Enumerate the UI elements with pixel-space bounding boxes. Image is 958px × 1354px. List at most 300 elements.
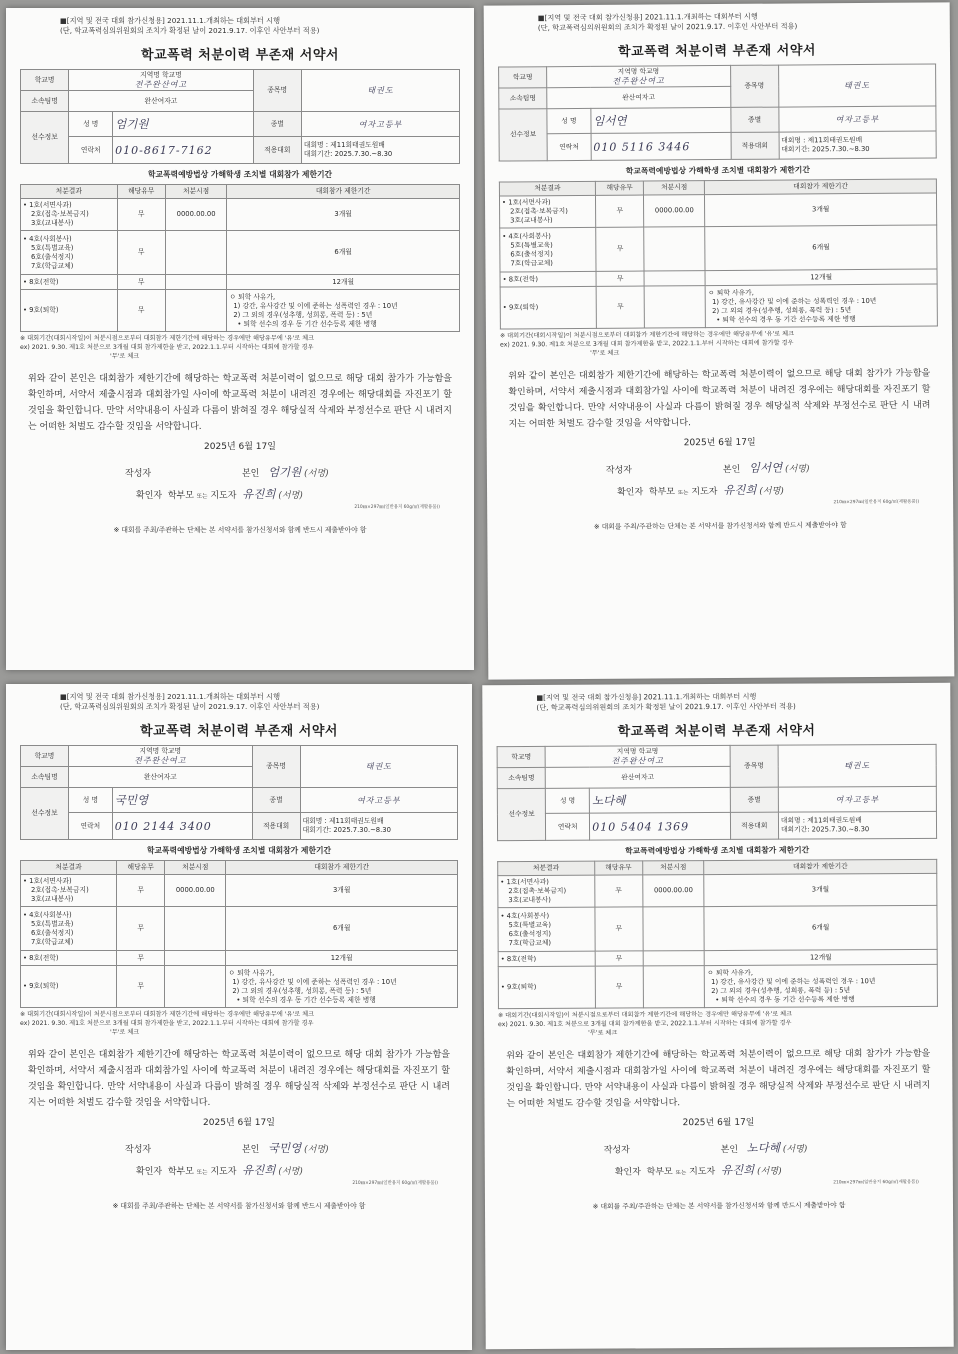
- row-2-date: [165, 907, 226, 951]
- paper-spec: 210㎜×297㎜(일반용지 60g/㎡(재활용품)): [354, 505, 440, 510]
- coach-signature: 유진희: [242, 487, 276, 501]
- school-line-1: 지역명 학교명: [616, 747, 659, 756]
- affiliation-value: 완산여자고: [545, 766, 729, 788]
- event-name: 대회명 : 제11회태권도원배: [780, 816, 862, 825]
- sport-value: 태권도: [300, 746, 457, 788]
- event-label: 적용대회: [730, 812, 778, 839]
- row-4-notes: [227, 290, 460, 332]
- item-text: 3호(교내봉사): [31, 895, 74, 903]
- writer-label: 작성자: [603, 1145, 630, 1156]
- sport-value: 태권도: [778, 744, 936, 787]
- row-4-applicable: 무: [595, 966, 644, 1008]
- pledge-date: 2025년 6월 17일: [204, 442, 276, 452]
- header-line-2: (단, 학교폭력심의위원회의 조치가 확정된 날이 2021.9.17. 이후인 사안부터 적용): [60, 702, 320, 711]
- writer-label: 작성자: [125, 469, 152, 479]
- item-text: • 4호(사회봉사): [500, 911, 550, 920]
- parent-label: 학부모: [167, 491, 194, 501]
- athlete-info-table: [20, 69, 460, 164]
- row-4-items: • 9호(퇴학): [21, 290, 118, 332]
- row-4-items: • 9호(퇴학): [21, 966, 117, 1008]
- restriction-subtitle: 학교폭력예방법상 가해학생 조치별 대회참가 제한기간: [147, 170, 333, 179]
- athlete-info-label: 선수정보: [21, 112, 69, 164]
- category-value: 여자고등부: [301, 112, 459, 137]
- col-header-date: 처분시점: [165, 185, 226, 199]
- confirmer-row: [136, 486, 303, 502]
- row-3-items: • 8호(전학): [498, 951, 595, 967]
- row-4-applicable: 무: [117, 966, 165, 1008]
- col-header-result: 처분결과: [21, 861, 117, 875]
- col-header-result: 처분결과: [499, 181, 595, 196]
- self-sign-mark: (서명): [782, 1144, 808, 1155]
- item-text: 2호(접촉·보복금지): [31, 886, 89, 894]
- row-4-notes: [705, 964, 938, 1007]
- item-text: 6호(출석정지): [508, 929, 552, 938]
- note-text: 1) 강간, 유사강간 및 이에 준하는 성폭력인 경우 : 10년: [233, 301, 398, 310]
- row-4-date: [165, 290, 226, 332]
- row-3-items: • 8호(전학): [500, 271, 596, 287]
- writer-row: [125, 1140, 329, 1156]
- row-1-limit: 3개월: [227, 199, 460, 231]
- event-label: 적용대회: [252, 813, 300, 840]
- sport-label: 종목명: [252, 746, 300, 788]
- category-label: 종별: [730, 107, 778, 132]
- self-signature: 엄기원: [267, 465, 302, 479]
- item-text: • 1호(서면사과): [501, 198, 551, 207]
- row-3-applicable: 무: [117, 951, 165, 966]
- item-text: 6호(출석정지): [510, 249, 553, 258]
- signature-block: [20, 1140, 458, 1186]
- athlete-phone: 010 2144 3400: [112, 813, 252, 840]
- event-value: [300, 813, 457, 840]
- coach-label: 지도자: [210, 1167, 237, 1177]
- school-name-label: 학교명: [499, 67, 547, 88]
- note-text: • 퇴학 선수의 경우 동 기간 선수등록 제한 병행: [236, 995, 376, 1004]
- item-text: 2호(접촉·보복금지): [510, 207, 568, 216]
- school-name-label: 학교명: [497, 746, 545, 767]
- affiliation-label: 소속팀명: [21, 91, 69, 112]
- row-4-items: • 9호(퇴학): [500, 286, 596, 329]
- paper-spec: 210㎜×297㎜(일반용지 60g/㎡(재활용품)): [833, 499, 920, 506]
- self-sign-mark: (서명): [304, 469, 329, 479]
- col-header-date: 처분시점: [644, 181, 705, 195]
- bottom-note: ※ 대회를 주최/주관하는 단체는 본 서약서를 참가신청서와 함께 반드시 제출받아야 함: [592, 1201, 846, 1211]
- item-text: 7호(학급교체): [508, 938, 552, 947]
- row-2-date: [165, 231, 226, 275]
- athlete-name: 국민영: [112, 788, 252, 813]
- category-value: 여자고등부: [779, 106, 937, 132]
- row-3-limit: 12개월: [704, 949, 937, 965]
- row-4-date: [165, 966, 226, 1008]
- school-line-2: 전주완산여고: [134, 80, 188, 89]
- athlete-phone: 010-8617-7162: [113, 137, 253, 164]
- col-header-applicable: 해당유무: [596, 181, 644, 195]
- coach-label: 지도자: [689, 1167, 716, 1178]
- sport-label: 종목명: [730, 65, 778, 107]
- row-3-date: [165, 275, 226, 290]
- writer-label: 작성자: [125, 1145, 152, 1155]
- footnote-line-1: ※ 대회기간(대회시작일)이 처분시점으로부터 대회참가 제한기간에 해당하는 경우에만 해당유무에 '유'로 체크: [499, 330, 795, 340]
- category-value: 여자고등부: [778, 786, 936, 812]
- row-2-applicable: 무: [596, 227, 644, 271]
- athlete-info-table: [497, 744, 937, 841]
- row-2-applicable: 무: [117, 907, 165, 951]
- writer-row: [604, 1140, 808, 1157]
- pledge-body: 위와 같이 본인은 대회참가 제한기간에 해당하는 학교폭력 처분이력이 없으므로 해당 대회 참가가 가능함을 확인하며, 서약서 제출시점과 대회참가일 사이에 학교폭력 처분이 내려진 경우에는 해당대회를 자진포기 할 것임을 확인합니다. 만약 서약내용이 사실과 다름이 밝혀질 경우 해당실적 삭제와 부정선수로 판단 시 내려지는 어떠한 처벌도 감수할 것임을 서약합니다.: [506, 1048, 931, 1110]
- header-line-1: ■[지역 및 전국 대회 참가신청용] 2021.11.1.개최하는 대회부터 시행: [537, 11, 758, 23]
- disposition-table: [20, 860, 458, 1008]
- row-1-items: [21, 199, 118, 231]
- or-label: 또는: [196, 1170, 208, 1176]
- item-text: • 1호(서면사과): [500, 877, 549, 887]
- row-1-date: 0000.00.00: [644, 195, 705, 227]
- event-value: [301, 137, 459, 164]
- pledge-body: 위와 같이 본인은 대회참가 제한기간에 해당하는 학교폭력 처분이력이 없으므로 해당 대회 참가가 가능함을 확인하며, 서약서 제출시점과 대회참가일 사이에 학교폭력 처분이 내려진 경우에는 해당대회를 자진포기 할 것임을 확인합니다. 만약 서약내용이 사실과 다름이 밝혀질 경우 해당실적 삭제와 부정선수로 판단 시 내려지는 어떠한 처벌도 감수할 것임을 서약합니다.: [28, 1050, 450, 1108]
- school-name-value: [547, 65, 731, 87]
- school-line-2: 전주완산여고: [611, 756, 664, 766]
- event-name: 대회명 : 제11회태권도원배: [303, 141, 385, 149]
- school-line-2: 전주완산여고: [134, 756, 187, 765]
- note-text: 1) 강간, 유사강간 및 이에 준하는 성폭력인 경우 : 10년: [712, 296, 877, 306]
- athlete-info-table: [498, 63, 937, 161]
- row-2-applicable: 무: [117, 231, 165, 275]
- self-label: 본인: [722, 464, 741, 475]
- confirmer-row: [615, 1162, 782, 1179]
- coach-label: 지도자: [210, 491, 237, 501]
- self-label: 본인: [241, 469, 260, 479]
- row-1-limit: 3개월: [705, 193, 937, 227]
- item-text: 6호(출석정지): [31, 252, 74, 261]
- footnote: [500, 328, 938, 358]
- row-3-applicable: 무: [596, 271, 644, 286]
- footnote-line-2: ex) 2021. 9.30. 제1호 처분으로 3개월 대회 참가제한을 받고, 2022.1.1.부터 시작하는 대회에 참가할 경우: [498, 1019, 792, 1029]
- school-line-1: 지역명 학교명: [140, 71, 182, 79]
- row-1-limit: 3개월: [704, 873, 937, 906]
- athlete-phone: 010 5404 1369: [590, 812, 731, 840]
- contact-label: 연락처: [547, 133, 591, 160]
- confirmer-row: [617, 482, 784, 499]
- pledge-date: 2025년 6월 17일: [203, 1118, 275, 1128]
- self-sign-mark: (서명): [785, 464, 810, 475]
- confirmer-label: 확인자: [136, 491, 163, 501]
- name-label: 성 명: [69, 788, 113, 813]
- header-line-2: (단, 학교폭력심의위원회의 조치가 확정된 날이 2021.9.17. 이후인 사안부터 적용): [537, 21, 798, 33]
- affiliation-label: 소속팀명: [21, 767, 69, 788]
- contact-label: 연락처: [546, 813, 590, 840]
- footnote-line-2: ex) 2021. 9.30. 제1호 처분으로 3개월 대회 참가제한을 받고, 2022.1.1.부터 시작하는 대회에 참가할 경우: [20, 344, 314, 351]
- document-title: 학교폭력 처분이력 부존재 서약서: [141, 48, 339, 63]
- bottom-note: ※ 대회를 주최/주관하는 단체는 본 서약서를 참가신청서와 함께 반드시 제출받아야 함: [113, 526, 367, 534]
- parent-label: 학부모: [167, 1167, 194, 1177]
- confirmer-row: [136, 1162, 303, 1178]
- event-period: 대회기간: 2025.7.30.~8.30: [780, 825, 870, 834]
- row-3-applicable: 무: [117, 275, 165, 290]
- coach-signature: 유진희: [720, 1162, 755, 1177]
- or-label: 또는: [677, 490, 689, 497]
- header-line-2: (단, 학교폭력심의위원회의 조치가 확정된 날이 2021.9.17. 이후인 사안부터 적용): [60, 26, 320, 35]
- sport-label: 종목명: [730, 745, 779, 787]
- row-3-date: [165, 951, 226, 966]
- athlete-phone: 010 5116 3446: [591, 132, 731, 160]
- disposition-table: [497, 859, 938, 1009]
- footnote-line-1: ※ 대회기간(대회시작일)이 처분시점으로부터 대회참가 제한기간에 해당하는 경우에만 해당유무에 '유'로 체크: [497, 1010, 793, 1020]
- row-1-applicable: 무: [594, 875, 642, 907]
- row-4-notes: [705, 284, 937, 328]
- paper-spec: 210㎜×297㎜(일반용지 60g/㎡(재활용품)): [352, 1181, 438, 1186]
- athlete-name: 임서연: [591, 107, 731, 133]
- bottom-note: ※ 대회를 주최/주관하는 단체는 본 서약서를 참가신청서와 함께 반드시 제출받아야 함: [112, 1202, 366, 1210]
- row-4-items: • 9호(퇴학): [498, 966, 595, 1009]
- row-2-items: [21, 907, 117, 951]
- affiliation-value: 완산여자고: [69, 767, 253, 788]
- item-text: • 4호(사회봉사): [502, 231, 551, 241]
- note-text: 1) 강간, 유사강간 및 이에 준하는 성폭력인 경우 : 10년: [711, 976, 876, 986]
- row-1-items: [21, 875, 117, 907]
- row-1-date: 0000.00.00: [165, 199, 226, 231]
- event-label: 적용대회: [731, 132, 779, 159]
- pledge-date: 2025년 6월 17일: [683, 437, 756, 449]
- header-line-1: ■[지역 및 전국 대회 참가신청용] 2021.11.1.개최하는 대회부터 시행: [536, 691, 757, 702]
- col-header-result: 처분결과: [21, 185, 118, 199]
- row-2-date: [644, 227, 705, 271]
- col-header-result: 처분결과: [498, 861, 595, 876]
- athlete-info-label: 선수정보: [21, 788, 69, 840]
- sport-label: 종목명: [253, 70, 301, 112]
- row-1-applicable: 무: [596, 195, 644, 227]
- pledge-body: 위와 같이 본인은 대회참가 제한기간에 해당하는 학교폭력 처분이력이 없으므로 해당 대회 참가가 가능함을 확인하며, 서약서 제출시점과 대회참가일 사이에 학교폭력 처분이 내려진 경우에는 해당대회를 자진포기 할 것임을 확인합니다. 만약 서약내용이 사실과 다름이 밝혀질 경우 해당실적 삭제와 부정선수로 판단 시 내려지는 어떠한 처벌도 감수할 것임을 서약합니다.: [28, 374, 452, 432]
- category-value: 여자고등부: [300, 788, 457, 813]
- affiliation-value: 완산여자고: [547, 86, 731, 108]
- writer-row: [125, 464, 329, 480]
- row-2-limit: 6개월: [227, 231, 460, 275]
- athlete-info-label: 선수정보: [499, 109, 547, 161]
- row-4-notes: [226, 966, 458, 1008]
- note-text: • 퇴학 선수의 경우 동 기간 선수등록 제한 병행: [716, 314, 856, 324]
- footnote-line-1: ※ 대회기간(대회시작일)이 처분시점으로부터 대회참가 제한기간에 해당하는 경우에만 해당유무에 '유'로 체크: [20, 335, 315, 342]
- row-3-date: [644, 271, 705, 286]
- category-label: 종별: [253, 112, 301, 137]
- bottom-note: ※ 대회를 주최/주관하는 단체는 본 서약서를 참가신청서와 함께 반드시 제출받아야 함: [593, 521, 847, 531]
- signature-block: [20, 464, 460, 510]
- school-line-1: 지역명 학교명: [139, 747, 182, 755]
- note-text: 2) 그 외의 경우(성추행, 성희롱, 폭력 등) : 5년: [233, 310, 373, 319]
- footnote-line-2: ex) 2021. 9.30. 제1호 처분으로 3개월 대회 참가제한을 받고, 2022.1.1.부터 시작하는 대회에 참가할 경우: [20, 1020, 314, 1027]
- athlete-name: 노다혜: [589, 787, 730, 813]
- item-text: 5호(특별교육): [508, 920, 552, 929]
- footnote: [498, 1009, 938, 1038]
- event-name: 대회명 : 제11회태권도원배: [302, 817, 384, 825]
- row-1-date: 0000.00.00: [165, 875, 226, 907]
- sport-value: 태권도: [301, 70, 459, 112]
- category-label: 종별: [252, 788, 300, 813]
- writer-row: [606, 459, 810, 476]
- col-header-applicable: 해당유무: [594, 861, 642, 875]
- coach-sign-mark: (서명): [759, 486, 784, 497]
- document-title: 학교폭력 처분이력 부존재 서약서: [617, 43, 816, 60]
- school-name-value: [545, 745, 729, 767]
- row-2-items: [21, 231, 118, 275]
- col-header-limit: 대회참가 제한기간: [226, 861, 458, 875]
- contact-label: 연락처: [69, 813, 113, 840]
- row-3-limit: 12개월: [227, 275, 460, 290]
- self-sign-mark: (서명): [304, 1145, 329, 1155]
- row-1-items: [499, 195, 595, 228]
- row-2-date: [643, 907, 705, 951]
- row-2-limit: 6개월: [705, 225, 937, 271]
- row-1-applicable: 무: [117, 199, 165, 231]
- paper-spec: 210㎜×297㎜(일반용지 60g/㎡(재활용품)): [833, 1179, 919, 1186]
- row-2-items: [500, 227, 596, 272]
- or-label: 또는: [196, 494, 208, 500]
- pledge-sheet-3: [6, 684, 472, 1350]
- self-signature: 노다혜: [746, 1140, 781, 1155]
- athlete-name: 엄기원: [113, 112, 253, 137]
- school-line-1: 지역명 학교명: [617, 67, 660, 76]
- header-line-1: ■[지역 및 전국 대회 참가신청용] 2021.11.1.개최하는 대회부터 시행: [60, 692, 281, 701]
- footnote-line-3: '무'로 체크: [588, 1029, 618, 1037]
- row-1-applicable: 무: [117, 875, 165, 907]
- row-4-applicable: 무: [117, 290, 165, 332]
- col-header-date: 처분시점: [165, 861, 226, 875]
- item-text: • 1호(서면사과): [23, 201, 72, 209]
- name-label: 성 명: [547, 108, 591, 133]
- header-line-1: ■[지역 및 전국 대회 참가신청용] 2021.11.1.개최하는 대회부터 시행: [60, 16, 281, 25]
- footnote-line-1: ※ 대회기간(대회시작일)이 처분시점으로부터 대회참가 제한기간에 해당하는 경우에만 해당유무에 '유'로 체크: [20, 1011, 315, 1018]
- event-period: 대회기간: 2025.7.30.~8.30: [781, 144, 870, 154]
- confirmer-label: 확인자: [136, 1167, 163, 1177]
- contact-label: 연락처: [69, 137, 113, 164]
- col-header-limit: 대회참가 제한기간: [227, 185, 460, 199]
- item-text: 3호(교내봉사): [508, 895, 551, 905]
- note-text: • 퇴학 선수의 경우 동 기간 선수등록 제한 병행: [237, 319, 377, 328]
- note-text: ㅇ 퇴학 사유가,: [707, 288, 754, 297]
- pledge-sheet-1: [6, 8, 474, 670]
- event-period: 대회기간: 2025.7.30.~8.30: [302, 826, 391, 834]
- parent-label: 학부모: [646, 1167, 673, 1178]
- item-text: 5호(특별교육): [31, 243, 74, 252]
- disposition-table: [499, 178, 938, 329]
- school-name-label: 학교명: [21, 70, 69, 91]
- restriction-subtitle: 학교폭력예방법상 가해학생 조치별 대회참가 제한기간: [146, 846, 332, 855]
- row-3-items: • 8호(전학): [21, 275, 118, 290]
- col-header-limit: 대회참가 제한기간: [705, 179, 937, 195]
- coach-sign-mark: (서명): [757, 1166, 782, 1177]
- coach-sign-mark: (서명): [278, 491, 303, 501]
- category-label: 종별: [730, 787, 778, 812]
- note-text: 2) 그 외의 경우(성추행, 성희롱, 폭력 등) : 5년: [711, 985, 851, 995]
- event-period: 대회기간: 2025.7.30.~8.30: [303, 150, 393, 158]
- self-label: 본인: [241, 1145, 260, 1155]
- item-text: 6호(출석정지): [31, 928, 74, 937]
- footnote-line-2: ex) 2021. 9.30. 제1호 처분으로 3개월 대회 참가제한을 받고, 2022.1.1.부터 시작하는 대회에 참가할 경우: [499, 339, 794, 349]
- col-header-applicable: 해당유무: [117, 185, 165, 199]
- note-text: ㅇ 퇴학 사유가,: [707, 968, 753, 977]
- row-1-limit: 3개월: [226, 875, 458, 907]
- pledge-body: 위와 같이 본인은 대회참가 제한기간에 해당하는 학교폭력 처분이력이 없으므로 해당 대회 참가가 가능함을 확인하며, 서약서 제출시점과 대회참가일 사이에 학교폭력 처분이 내려진 경우에는 해당대회를 자진포기 할 것임을 확인합니다. 만약 서약내용이 사실과 다름이 밝혀질 경우 해당실적 삭제와 부정선수로 판단 시 내려지는 어떠한 처벌도 감수할 것임을 서약합니다.: [508, 368, 931, 430]
- restriction-subtitle: 학교폭력예방법상 가해학생 조치별 대회참가 제한기간: [625, 165, 810, 176]
- row-3-limit: 12개월: [226, 951, 458, 966]
- name-label: 성 명: [69, 112, 113, 137]
- item-text: • 1호(서면사과): [23, 877, 72, 885]
- note-text: ㅇ 퇴학 사유가,: [229, 292, 276, 301]
- item-text: 7호(학급교체): [31, 261, 74, 270]
- footnote-line-3: '무'로 체크: [110, 353, 140, 360]
- event-name: 대회명 : 제11회태권도원배: [781, 135, 863, 145]
- footnote-line-3: '무'로 체크: [110, 1029, 140, 1036]
- row-2-limit: 6개월: [704, 905, 937, 950]
- col-header-limit: 대회참가 제한기간: [704, 859, 937, 874]
- row-2-applicable: 무: [595, 907, 644, 951]
- item-text: 3호(교내봉사): [31, 219, 74, 227]
- sport-value: 태권도: [778, 64, 936, 107]
- col-header-applicable: 해당유무: [117, 861, 165, 875]
- footnote: [20, 1010, 458, 1037]
- note-text: 2) 그 외의 경우(성추행, 성희롱, 폭력 등) : 5년: [232, 986, 372, 995]
- item-text: 5호(특별교육): [31, 919, 74, 928]
- footnote: [20, 334, 460, 361]
- row-3-items: • 8호(전학): [21, 951, 117, 966]
- confirmer-label: 확인자: [617, 487, 644, 498]
- row-3-date: [643, 951, 705, 966]
- athlete-info-label: 선수정보: [497, 788, 546, 840]
- row-2-items: [498, 907, 595, 952]
- restriction-subtitle: 학교폭력예방법상 가해학생 조치별 대회참가 제한기간: [625, 845, 810, 856]
- item-text: 3호(교내봉사): [510, 216, 553, 225]
- affiliation-value: 완산여자고: [69, 91, 253, 112]
- coach-sign-mark: (서명): [278, 1167, 303, 1177]
- item-text: 7호(학급교체): [510, 258, 553, 267]
- header-line-2: (단, 학교폭력심의위원회의 조치가 확정된 날이 2021.9.17. 이후인 사안부터 적용): [536, 701, 796, 712]
- parent-label: 학부모: [648, 487, 676, 498]
- row-4-applicable: 무: [596, 286, 644, 328]
- row-4-date: [643, 966, 705, 1008]
- event-value: [779, 131, 937, 159]
- athlete-info-table: [20, 745, 458, 840]
- coach-signature: 유진희: [723, 482, 757, 497]
- footnote-line-3: '무'로 체크: [590, 349, 620, 357]
- coach-signature: 유진희: [242, 1163, 276, 1177]
- note-text: ㅇ 퇴학 사유가,: [228, 968, 275, 977]
- event-label: 적용대회: [253, 137, 301, 164]
- school-name-label: 학교명: [21, 746, 69, 767]
- school-line-2: 전주완산여고: [612, 76, 665, 86]
- note-text: • 퇴학 선수의 경우 동 기간 선수등록 제한 병행: [715, 994, 855, 1004]
- affiliation-label: 소속팀명: [499, 88, 547, 109]
- pledge-date: 2025년 6월 17일: [682, 1117, 755, 1129]
- note-text: 2) 그 외의 경우(성추행, 성희롱, 폭력 등) : 5년: [712, 305, 852, 315]
- item-text: 2호(접촉·보복금지): [508, 886, 567, 896]
- signature-block: [501, 458, 939, 507]
- item-text: 2호(접촉·보복금지): [31, 210, 89, 218]
- signature-block: [499, 1139, 939, 1187]
- row-1-date: 0000.00.00: [643, 875, 705, 907]
- pledge-sheet-4: [482, 683, 953, 1349]
- school-name-value: [69, 746, 253, 767]
- pledge-sheet-2: [484, 2, 955, 679]
- item-text: 5호(특별교육): [510, 240, 553, 249]
- document-title: 학교폭력 처분이력 부존재 서약서: [140, 724, 338, 739]
- self-signature: 임서연: [748, 460, 783, 475]
- school-name-value: [69, 70, 253, 91]
- item-text: • 4호(사회봉사): [23, 910, 72, 919]
- row-1-items: [498, 875, 595, 908]
- document-title: 학교폭력 처분이력 부존재 서약서: [617, 723, 816, 740]
- note-text: 1) 강간, 유사강간 및 이에 준하는 성폭력인 경우 : 10년: [232, 977, 397, 986]
- or-label: 또는: [675, 1170, 687, 1177]
- confirmer-label: 확인자: [614, 1167, 641, 1178]
- affiliation-label: 소속팀명: [497, 767, 545, 788]
- self-label: 본인: [720, 1144, 739, 1155]
- coach-label: 지도자: [691, 487, 718, 498]
